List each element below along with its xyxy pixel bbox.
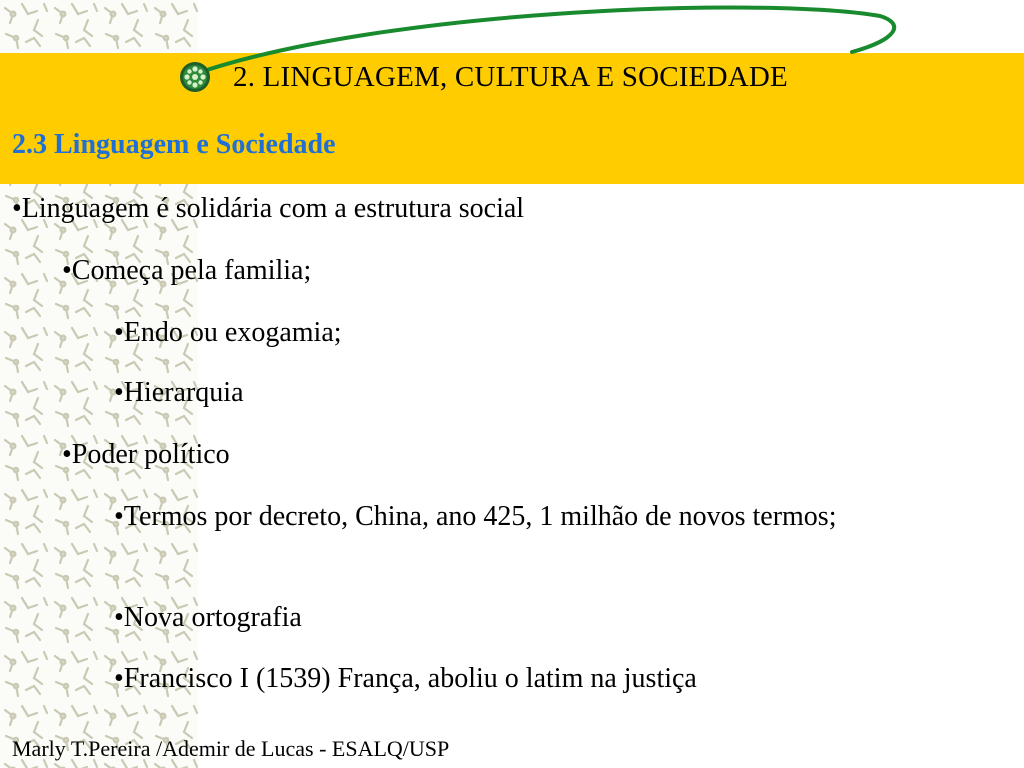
green-swoosh [0, 0, 1024, 120]
slide-title: 2. LINGUAGEM, CULTURA E SOCIEDADE [233, 61, 788, 93]
bullet-item: •Termos por decreto, China, ano 425, 1 milhão de novos termos; [114, 501, 837, 532]
bullet-item: •Endo ou exogamia; [114, 317, 342, 348]
bullet-item: •Francisco I (1539) França, aboliu o latim na justiça [114, 663, 697, 694]
bullet-item: •Nova ortografia [114, 602, 302, 633]
slide-footer: Marly T.Pereira /Ademir de Lucas - ESALQ/USP [12, 736, 450, 761]
bullet-item: •Linguagem é solidária com a estrutura social [12, 193, 525, 224]
bullet-item: •Começa pela familia; [62, 255, 312, 286]
bullet-item: •Poder político [62, 439, 230, 470]
green-cluster-icon [178, 60, 212, 94]
slide-subtitle: 2.3 Linguagem e Sociedade [12, 129, 336, 160]
bullet-item: •Hierarquia [114, 377, 244, 408]
